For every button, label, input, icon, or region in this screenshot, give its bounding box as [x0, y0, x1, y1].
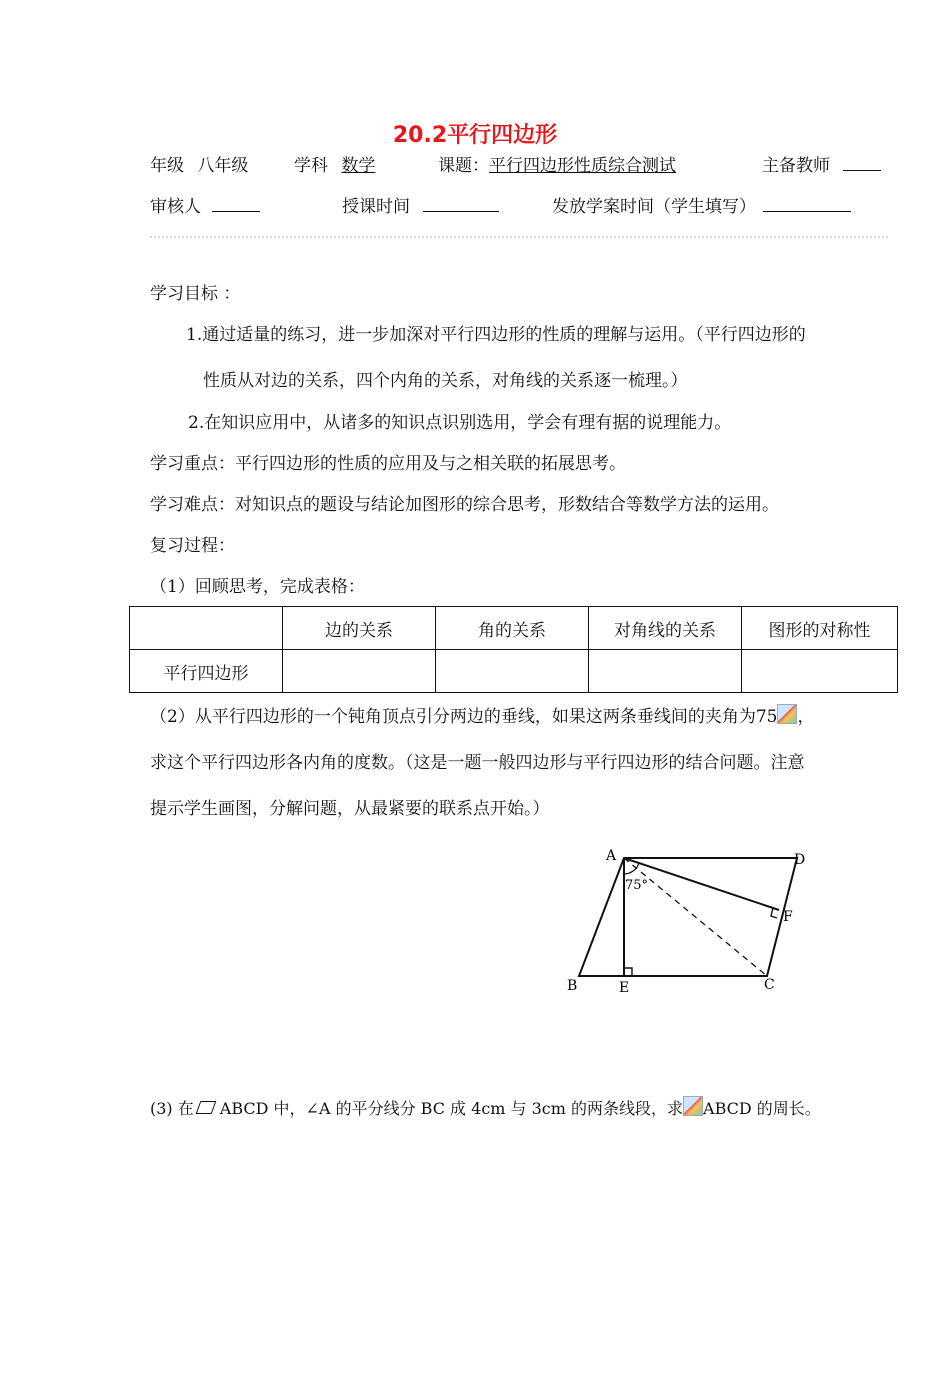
goal-1-line-2: 性质从对边的关系，四个内角的关系，对角线的关系逐一梳理。） — [203, 371, 688, 391]
step-3-part-3: ABCD 的周长。 — [703, 1099, 821, 1118]
issue-time-blank[interactable] — [763, 196, 851, 212]
class-time — [342, 192, 499, 217]
label-b: B — [567, 978, 578, 994]
diagonal-ac-dashed — [624, 858, 767, 976]
step-3-part-2: ABCD 中，∠A 的平分线分 BC 成 4cm 与 3cm 的两条线段，求 — [219, 1099, 684, 1118]
step-2-line-2: 求这个平行四边形各内角的度数。（这是一题一般四边形与平行四边形的结合问题。注意 — [150, 753, 805, 773]
issue-time — [552, 192, 851, 217]
table-header: 角的关系 — [436, 607, 589, 650]
table-cell[interactable] — [436, 650, 589, 693]
label-a: A — [606, 848, 617, 864]
topic-label: 课题： — [438, 156, 489, 176]
goal-1-line-1: 1.通过适量的练习，进一步加深对平行四边形的性质的理解与运用。（平行四边形的 — [186, 325, 806, 345]
step-2-line-3: 提示学生画图，分解问题，从最紧要的联系点开始。） — [150, 799, 550, 819]
label-f: F — [783, 909, 793, 925]
subject-value: 数学 — [341, 156, 376, 176]
table-header: 对角线的关系 — [589, 607, 742, 650]
process-heading: 复习过程： — [150, 536, 235, 556]
issue-time-label: 发放学案时间（学生填写） — [552, 197, 756, 217]
step-2-line-1 — [150, 702, 814, 727]
table-row — [130, 650, 898, 693]
grade-value: 八年级 — [197, 156, 249, 176]
step-3-part-1: (3) 在 — [150, 1099, 194, 1118]
broken-image-icon — [683, 1096, 703, 1116]
teacher-blank[interactable] — [843, 155, 881, 171]
subject — [294, 151, 375, 176]
topic-value: 平行四边形性质综合测试 — [489, 156, 676, 176]
class-time-label: 授课时间 — [342, 197, 410, 217]
table-cell[interactable] — [742, 650, 898, 693]
goal-2: 2.在知识应用中，从诸多的知识点识别选用，学会有理有据的说理能力。 — [188, 413, 732, 433]
reviewer-label: 审核人 — [150, 197, 201, 217]
broken-image-icon — [777, 704, 797, 724]
header-row-1 — [150, 151, 248, 176]
label-c: C — [764, 977, 775, 993]
grade-label: 年级 — [150, 156, 184, 176]
parallelogram-figure — [560, 840, 820, 1000]
parallelogram-icon — [195, 1101, 216, 1114]
step-3 — [150, 1096, 821, 1119]
step-2-text: （2）从平行四边形的一个钝角顶点引分两边的垂线，如果这两条垂线间的夹角为75 — [150, 707, 778, 727]
topic — [438, 151, 676, 176]
step-2-comma: ， — [797, 707, 815, 727]
review-table — [129, 606, 898, 693]
table-header: 边的关系 — [283, 607, 436, 650]
right-angle-mark-e — [624, 968, 632, 976]
table-cell[interactable] — [589, 650, 742, 693]
table-header-empty — [130, 607, 283, 650]
step-1: （1）回顾思考，完成表格： — [150, 577, 365, 597]
learning-focus: 学习重点：平行四边形的性质的应用及与之相关联的拓展思考。 — [150, 454, 626, 474]
table-header-row — [130, 607, 898, 650]
label-d: D — [794, 852, 806, 868]
table-cell[interactable] — [283, 650, 436, 693]
teacher — [762, 151, 881, 176]
table-header: 图形的对称性 — [742, 607, 898, 650]
learning-difficulty: 学习难点：对知识点的题设与结论加图形的综合思考，形数结合等数学方法的运用。 — [150, 495, 779, 515]
label-e: E — [619, 980, 630, 996]
teacher-label: 主备教师 — [762, 156, 830, 176]
header-divider — [150, 236, 888, 238]
angle-label: 75° — [625, 878, 649, 893]
goals-heading: 学习目标 ： — [150, 284, 241, 304]
class-time-blank[interactable] — [423, 196, 499, 212]
reviewer-blank[interactable] — [212, 196, 260, 212]
reviewer — [150, 192, 260, 217]
page-title: 20.2平行四边形 — [392, 123, 558, 148]
subject-label: 学科 — [294, 156, 328, 176]
table-row-label: 平行四边形 — [130, 650, 283, 693]
parallelogram-abcd — [579, 858, 797, 976]
